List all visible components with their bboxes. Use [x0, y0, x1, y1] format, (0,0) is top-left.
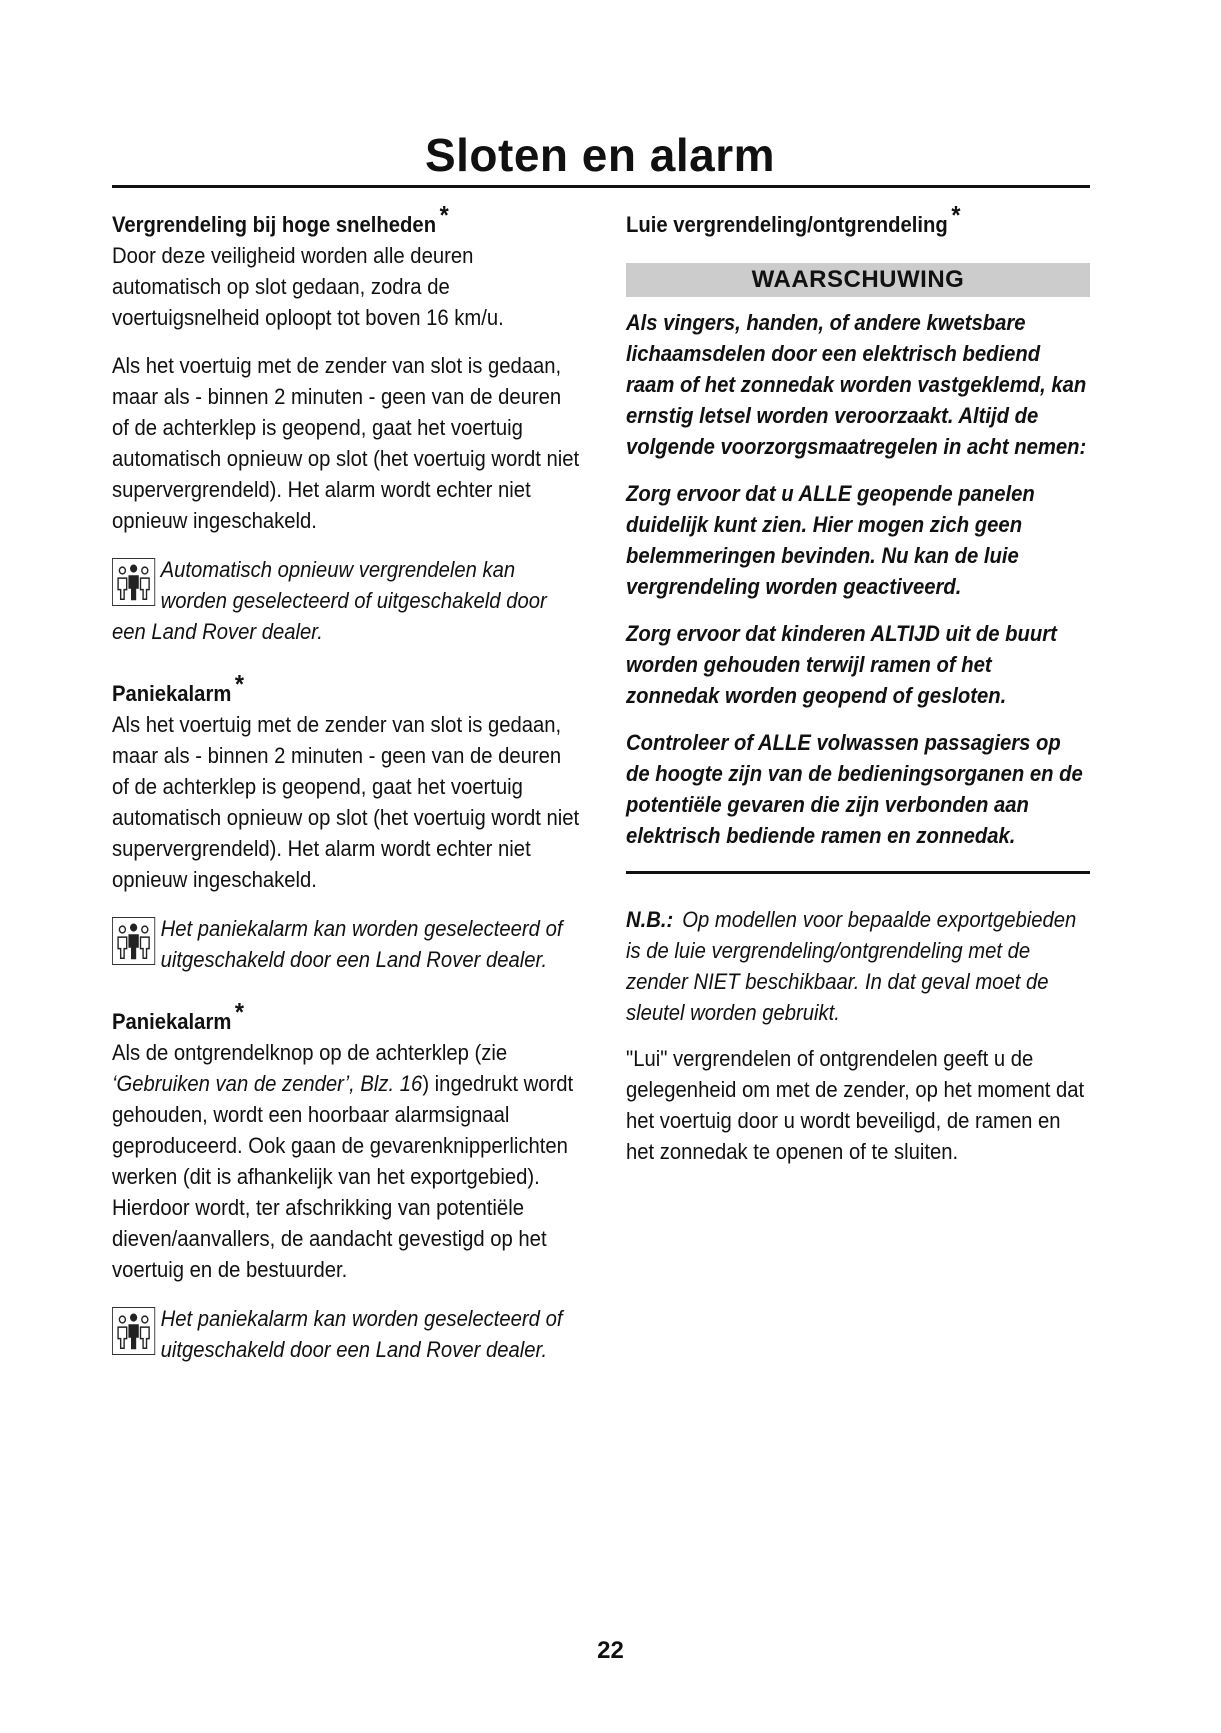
nb-label: N.B.: [626, 907, 674, 932]
paragraph: Als het voertuig met de zender van slot is gedaan, maar als - binnen 2 minuten - geen van de deuren of de achterklep is geopend, gaat het voertuig automatisch opnieuw op slot (het voertuig wordt niet supervergrendeld). Het alarm wordt echter niet opnieuw ingeschakeld. [112, 353, 580, 533]
paragraph: "Lui" vergrendelen of ontgrendelen geeft u de gelegenheid om met de zender, op het moment dat het voertuig door u wordt beveiligd, de ramen en het zonnedak te openen of te sluiten. [626, 1046, 1085, 1164]
heading-text: Luie vergrendeling/ontgrendeling [626, 212, 948, 237]
nb-note [626, 904, 1090, 1028]
paragraph [112, 1037, 582, 1285]
warning-paragraph: Zorg ervoor dat u ALLE geopende panelen duidelijk kunt zien. Hier mogen zich geen belemmeringen bevinden. Nu kan de luie vergrendeling worden geactiveerd. [626, 481, 1035, 599]
section-heading [626, 200, 1090, 240]
note-text: Het paniekalarm kan worden geselecteerd of uitgeschakeld door een Land Rover dealer. [160, 1306, 563, 1362]
asterisk: * [439, 200, 449, 230]
note-text: Het paniekalarm kan worden geselecteerd of uitgeschakeld door een Land Rover dealer. [160, 916, 563, 972]
section-heading [112, 200, 582, 240]
asterisk: * [951, 200, 961, 230]
section-high-speed-locking [112, 200, 582, 647]
heading-text: Vergrendeling bij hoge snelheden [112, 212, 437, 237]
section-panic-alarm-2 [112, 997, 582, 1365]
page-title: Sloten en alarm [424, 129, 776, 181]
section-heading [112, 669, 582, 709]
paragraph: Als het voertuig met de zender van slot is gedaan, maar als - binnen 2 minuten - geen van de deuren of de achterklep is geopend, gaat het voertuig automatisch opnieuw op slot (het voertuig wordt niet supervergrendeld). Het alarm wordt echter niet opnieuw ingeschakeld. [112, 712, 580, 892]
dealer-people-icon [112, 1307, 155, 1355]
dealer-note [112, 554, 582, 647]
section-heading [112, 997, 582, 1037]
warning-paragraph: Als vingers, handen, of andere kwetsbare lichaamsdelen door een elektrisch bediend raam of het zonnedak worden vastgeklemd, kan ernstig letsel worden veroorzaakt. Altijd de volgende voorzorgsmaatregelen in acht nemen: [626, 310, 1087, 459]
nb-text: Op modellen voor bepaalde exportgebieden is de luie vergrendeling/ontgrendeling met de zender NIET beschikbaar. In dat geval moet de sleutel worden gebruikt. [626, 907, 1077, 1025]
dealer-note [112, 1303, 582, 1365]
paragraph: Door deze veiligheid worden alle deuren automatisch op slot gedaan, zodra de voertuigsnelheid oploopt tot boven 16 km/u. [112, 243, 504, 330]
heading-text: Paniekalarm [112, 681, 232, 706]
warning-divider [626, 871, 1090, 874]
heading-text: Paniekalarm [112, 1009, 232, 1034]
dealer-people-icon [112, 917, 155, 965]
warning-title: WAARSCHUWING [626, 263, 1090, 297]
page-reference-link[interactable]: ‘Gebruiken van de zender’, Blz. 16 [112, 1071, 423, 1096]
asterisk: * [234, 669, 245, 699]
right-column [626, 200, 1090, 1167]
asterisk: * [234, 997, 245, 1027]
note-text: Automatisch opnieuw vergrendelen kan worden geselecteerd of uitgeschakeld door een Land Rover dealer. [112, 557, 547, 644]
paragraph-text: ) ingedrukt wordt gehouden, wordt een hoorbaar alarmsignaal geproduceerd. Ook gaan de gevarenknipperlichten werken (dit is afhankelijk van het exportgebied). Hierdoor wordt, ter afschrikking van potentiële dieven/aanvallers, de aandacht gevestigd op het voertuig en de bestuurder. [112, 1071, 574, 1282]
warning-paragraph: Zorg ervoor dat kinderen ALTIJD uit de buurt worden gehouden terwijl ramen of het zonnedak worden geopend of gesloten. [626, 621, 1057, 708]
title-divider [112, 185, 1090, 188]
page-number: 22 [597, 1637, 624, 1664]
dealer-people-icon [112, 558, 155, 606]
dealer-note [112, 913, 582, 975]
section-panic-alarm-1 [112, 669, 582, 975]
paragraph-text: Als de ontgrendelknop op de achterklep (zie [112, 1040, 508, 1065]
warning-paragraph: Controleer of ALLE volwassen passagiers op de hoogte zijn van de bedieningsorganen en de potentiële gevaren die zijn verbonden aan elektrisch bediende ramen en zonnedak. [626, 730, 1083, 848]
left-column [112, 200, 582, 1365]
